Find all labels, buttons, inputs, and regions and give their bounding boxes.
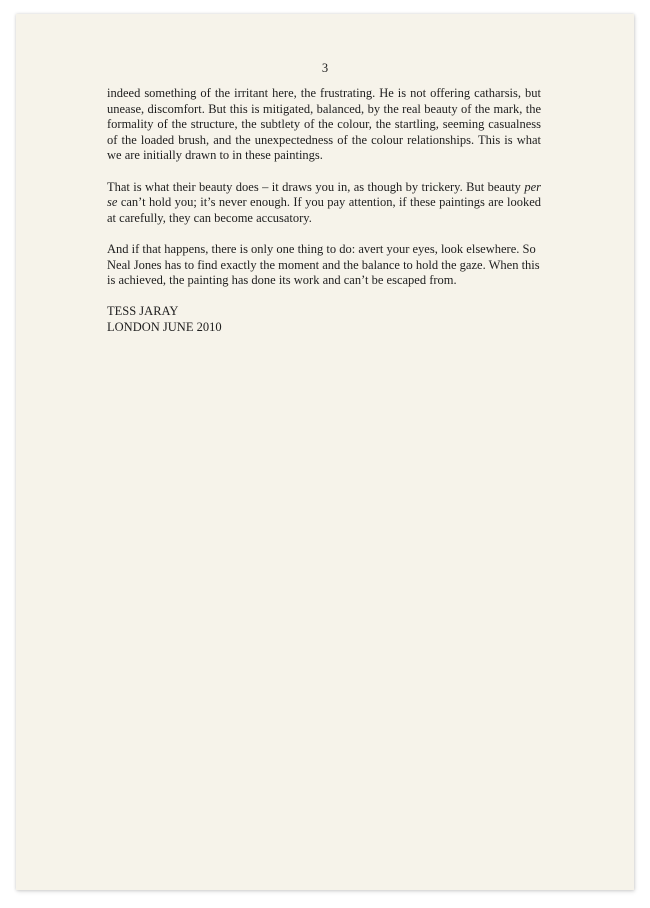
paragraph-3-text: And if that happens, there is only one thing to do: avert your eyes, look elsewhere. So Neal Jones has to find exactly the moment and the balance to hold the gaze. When this is achieved, the painting has done its work and can’t be escaped from. <box>107 241 540 288</box>
signature-block <box>107 304 541 335</box>
paragraph-2-text-b: can’t hold you; it’s never enough. If you pay attention, if these paintings are looked at carefully, they can become accusatory. <box>107 195 541 225</box>
paragraph-2-italic-phrase: per se <box>107 179 541 210</box>
paragraph-1 <box>107 86 541 164</box>
body-text <box>107 86 541 336</box>
document-page <box>16 14 634 890</box>
paragraph-3 <box>107 242 541 289</box>
author-name: TESS JARAY <box>107 304 179 319</box>
paragraph-2-text-a: That is what their beauty does – it draws you in, as though by trickery. But beauty <box>107 179 525 194</box>
place-date: LONDON JUNE 2010 <box>107 319 222 334</box>
paragraph-2 <box>107 180 541 227</box>
page-number: 3 <box>321 61 329 75</box>
paragraph-1-text: indeed something of the irritant here, the frustrating. He is not offering catharsis, but unease, discomfort. But this is mitigated, balanced, by the real beauty of the mark, the formality of the structure, the subtlety of the colour, the startling, seeming casualness of the loaded brush, and the unexpectedness of the colour relationships. This is what we are initially drawn to in these paintings. <box>107 86 541 163</box>
